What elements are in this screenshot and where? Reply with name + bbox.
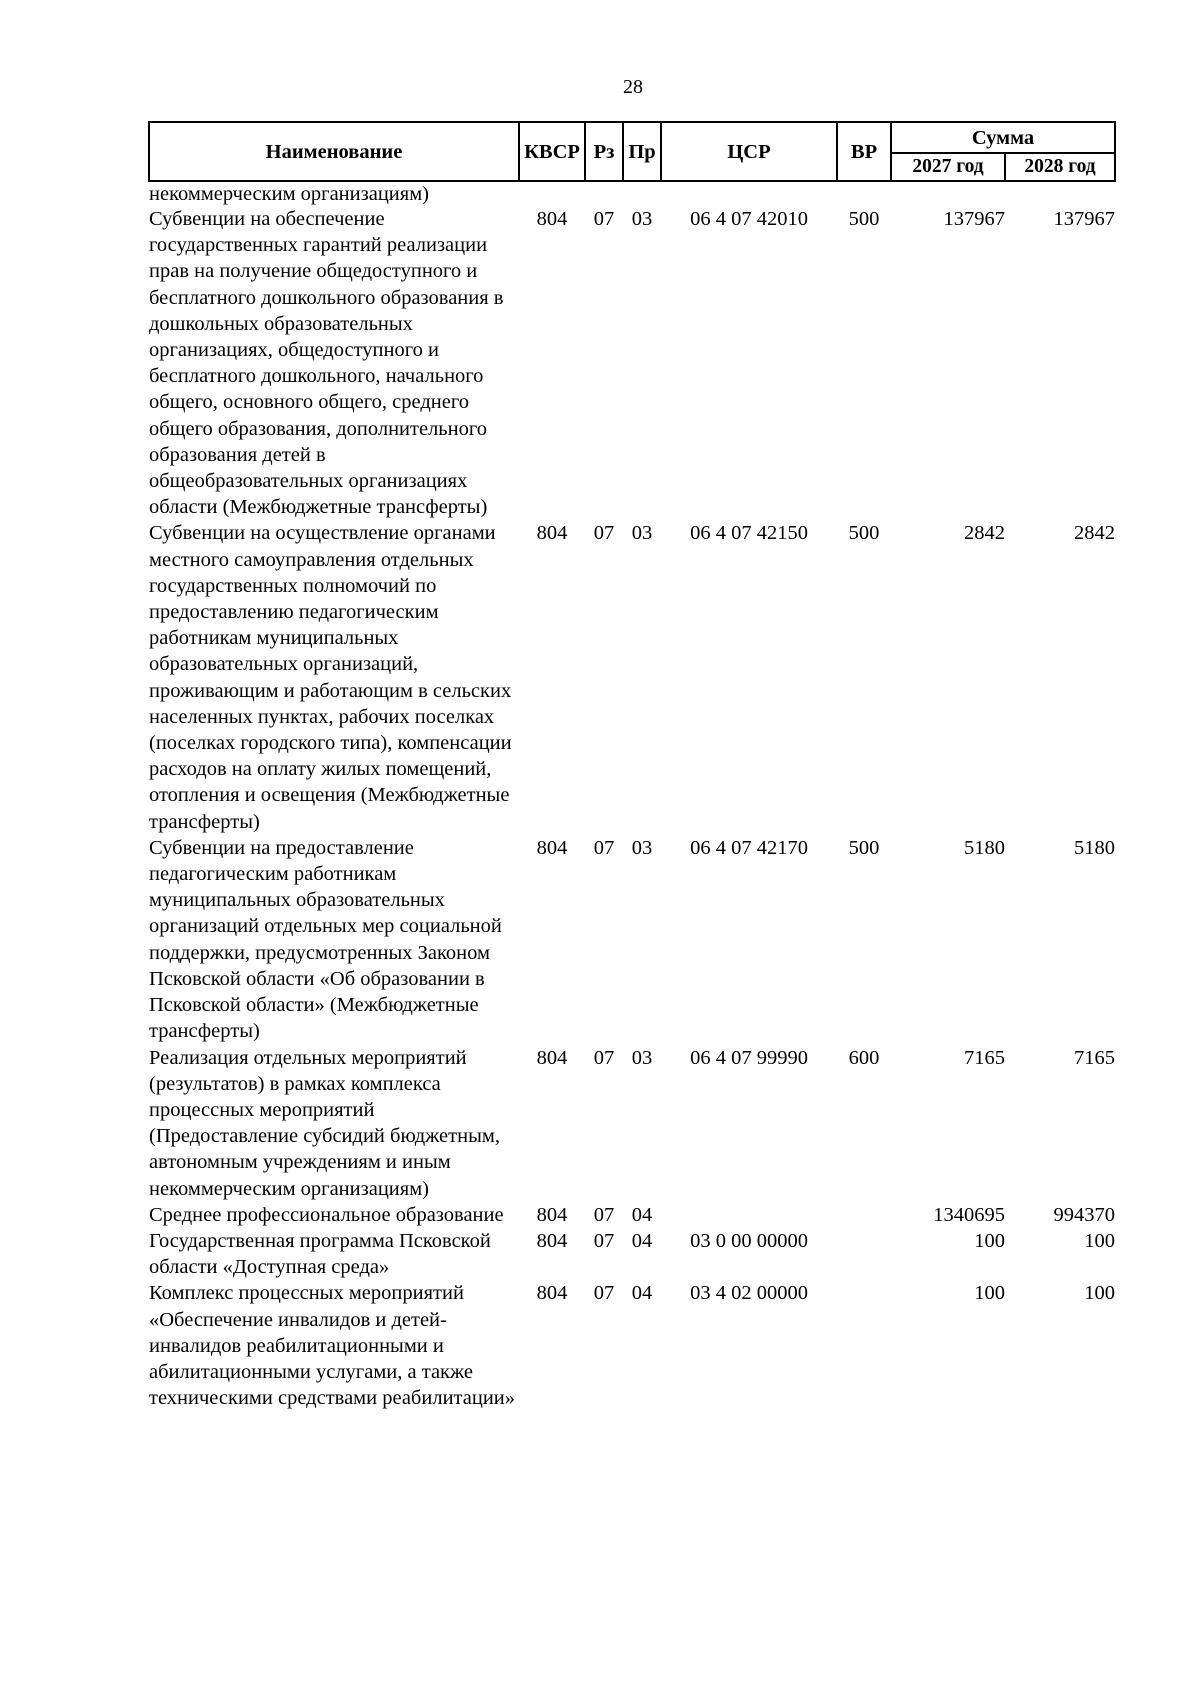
row-sum-2027: 1340695 (933, 1203, 1005, 1226)
row-sum-2027: 100 (974, 1229, 1005, 1252)
row-sum-2028: 5180 (1074, 836, 1115, 859)
row-pr: 04 (631, 1229, 653, 1252)
row-sum-2027: 2842 (964, 522, 1005, 545)
row-rz: 07 (593, 1203, 615, 1226)
row-csr: 06 4 07 99990 (690, 1046, 808, 1069)
row-vr (837, 1228, 891, 1280)
table-row (149, 1228, 1115, 1280)
row-pr: 03 (631, 208, 653, 230)
row-sum-2027: 5180 (964, 836, 1005, 859)
row-kvsr: 804 (536, 208, 568, 230)
row-pr: 04 (631, 1203, 653, 1226)
row-rz: 07 (593, 1229, 615, 1252)
row-vr: 500 (848, 208, 880, 230)
row-kvsr: 804 (536, 1229, 568, 1252)
row-csr: 06 4 07 42150 (690, 522, 808, 545)
row-name: Реализация отдельных мероприятий (результатов) в рамках комплекса процессных мероприятий (Предоставление субсидий бюджетным, автономным учреждениям и иным некоммерческим организациям) (149, 1046, 500, 1200)
row-name: Субвенции на обеспечение государственных гарантий реализации прав на получение общедоступного и бесплатного дошкольного образования в дошкольных образовательных организациях, общедоступного и бесплатного дошкольного, начального общего, основного общего, среднего общего образования, дополнительного образования детей в общеобразовательных организациях области (Межбюджетные трансферты) (149, 208, 504, 519)
page-number: 28 (623, 76, 643, 98)
header-vr: ВР (837, 122, 891, 181)
row-vr: 500 (848, 522, 880, 545)
table-row (149, 1202, 1115, 1228)
header-rz: Рз (585, 122, 623, 181)
row-rz: 07 (593, 1046, 615, 1069)
table-row (149, 206, 1115, 520)
row-name: Комплекс процессных мероприятий «Обеспечение инвалидов и детей-инвалидов реабилитационными и абилитационными услугами, а также техническими средствами реабилитации» (149, 1282, 516, 1410)
header-csr: ЦСР (661, 122, 837, 181)
row-rz: 07 (593, 836, 615, 859)
row-rz: 07 (593, 208, 615, 230)
row-sum-2028: 7165 (1074, 1046, 1115, 1069)
header-year-2027: 2027 год (891, 153, 1005, 181)
row-name: Субвенции на предоставление педагогическим работникам муниципальных образовательных организаций отдельных мер социальной поддержки, предусмотренных Законом Псковской области «Об образовании в Псковской области» (Межбюджетные трансферты) (149, 836, 502, 1043)
row-csr: 03 4 02 00000 (690, 1282, 808, 1305)
row-sum-2028: 100 (1084, 1229, 1115, 1252)
row-sum-2028: 994370 (1053, 1203, 1115, 1226)
header-name: Наименование (149, 122, 519, 181)
header-year-2028: 2028 год (1005, 153, 1115, 181)
row-vr: 500 (848, 836, 880, 859)
row-sum-2027: 100 (974, 1282, 1005, 1305)
row-sum-2028: 137967 (1053, 208, 1115, 230)
row-csr: 06 4 07 42170 (690, 836, 808, 859)
row-sum-2027: 7165 (964, 1046, 1005, 1069)
table-row (149, 1280, 1115, 1411)
header-pr: Пр (623, 122, 661, 181)
row-kvsr: 804 (536, 836, 568, 859)
row-kvsr: 804 (536, 522, 568, 545)
row-name: Среднее профессиональное образование (149, 1203, 504, 1226)
budget-table (148, 121, 1116, 1411)
row-sum-2028: 100 (1084, 1282, 1115, 1305)
row-pr: 03 (631, 836, 653, 859)
row-sum-2027: 137967 (943, 208, 1005, 230)
row-vr: 600 (848, 1046, 880, 1069)
header-sum: Сумма (891, 122, 1115, 153)
header-kvsr: КВСР (519, 122, 585, 181)
row-csr (661, 1202, 837, 1228)
row-csr: 06 4 07 42010 (690, 208, 808, 230)
row-vr (837, 1202, 891, 1228)
continuation-row (149, 181, 1115, 206)
row-csr: 03 0 00 00000 (690, 1229, 808, 1252)
table-row (149, 520, 1115, 834)
row-kvsr: 804 (536, 1046, 568, 1069)
row-name: Государственная программа Псковской области «Доступная среда» (149, 1229, 491, 1279)
row-name: Субвенции на осуществление органами местного самоуправления отдельных государственных полномочий по предоставлению педагогическим работникам муниципальных образовательных организаций, проживающим и работающим в сельских населенных пунктах, рабочих поселках (поселках городского типа), компенсации расходов на оплату жилых помещений, отопления и освещения (Межбюджетные трансферты) (149, 522, 512, 833)
row-rz: 07 (593, 1282, 615, 1305)
row-pr: 03 (631, 522, 653, 545)
row-kvsr: 804 (536, 1282, 568, 1305)
table-row (149, 1045, 1115, 1202)
row-rz: 07 (593, 522, 615, 545)
row-vr (837, 1280, 891, 1411)
row-sum-2028: 2842 (1074, 522, 1115, 545)
row-pr: 04 (631, 1282, 653, 1305)
table-row (149, 835, 1115, 1045)
row-kvsr: 804 (536, 1203, 568, 1226)
row-pr: 03 (631, 1046, 653, 1069)
continuation-text: некоммерческим организациям) (149, 183, 429, 205)
